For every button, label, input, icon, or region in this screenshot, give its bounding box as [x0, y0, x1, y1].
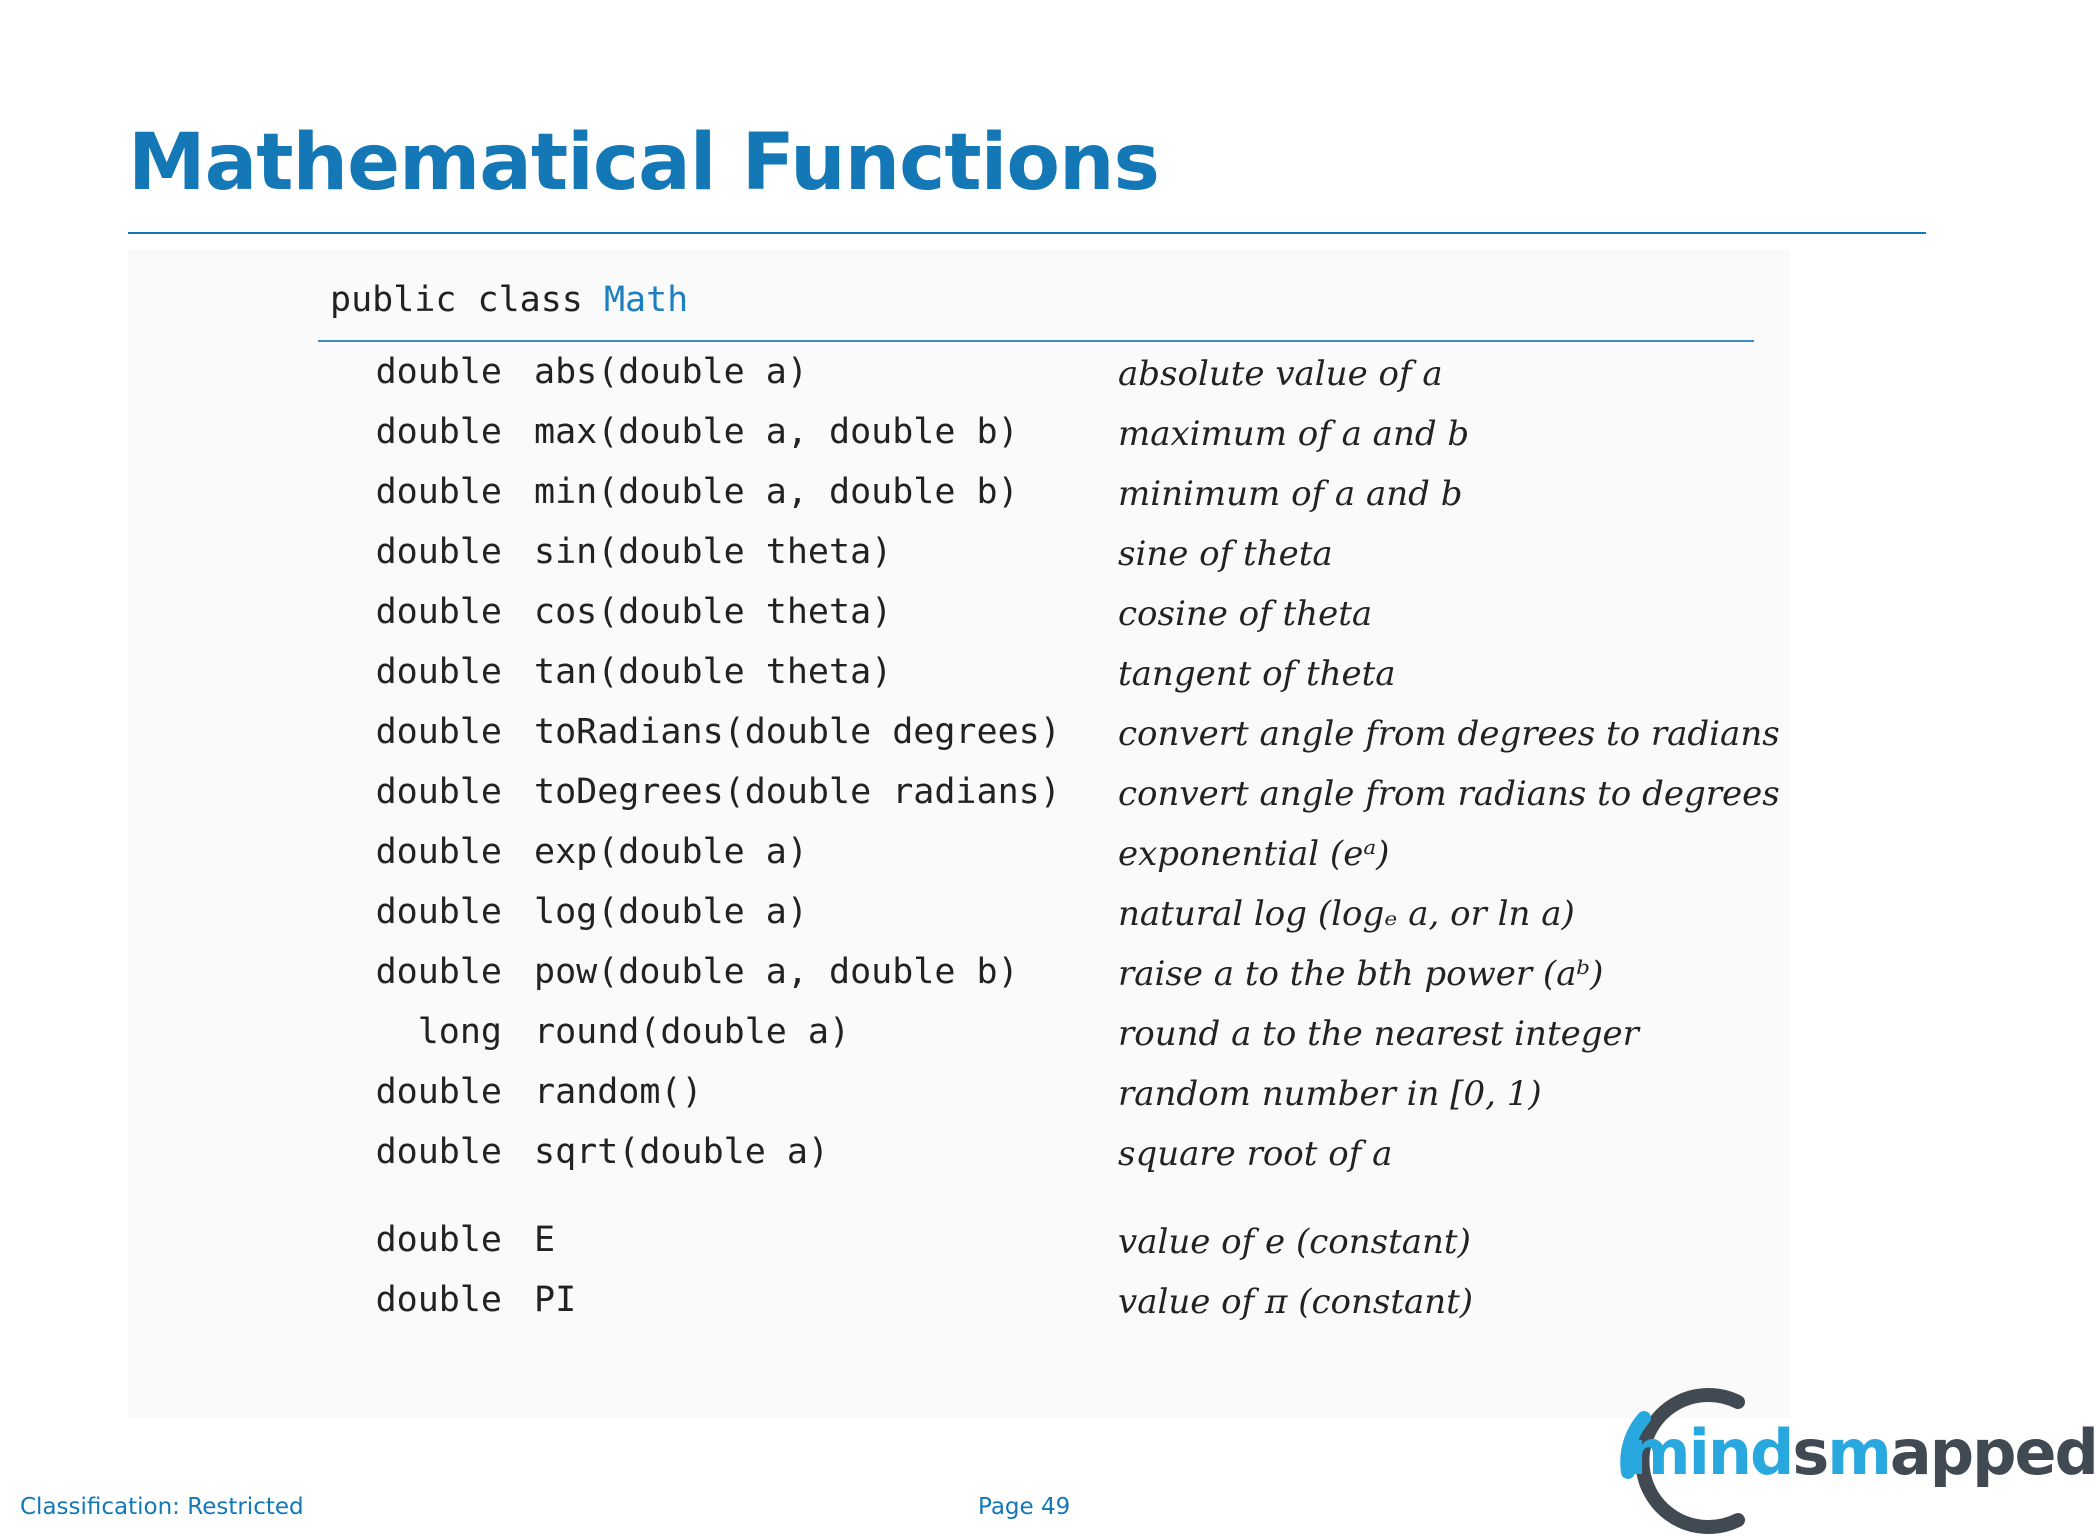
method-description: minimum of a and b — [1118, 474, 1463, 514]
method-description: natural log (logₑ a, or ln a) — [1118, 894, 1575, 934]
method-signature: toRadians(double degrees) — [534, 712, 1061, 752]
page-number: Page 49 — [978, 1494, 1071, 1520]
method-description: absolute value of a — [1118, 354, 1443, 394]
method-signature: max(double a, double b) — [534, 412, 1019, 452]
table-row — [0, 532, 2048, 582]
method-description: round a to the nearest integer — [1118, 1014, 1639, 1054]
api-divider — [318, 340, 1754, 342]
page-title: Mathematical Functions — [128, 118, 1159, 208]
constant-name: PI — [534, 1280, 577, 1320]
table-row — [0, 1280, 2048, 1330]
return-type: double — [375, 712, 502, 752]
table-row — [0, 952, 2048, 1002]
method-signature: sqrt(double a) — [534, 1132, 830, 1172]
table-row — [0, 1220, 2048, 1270]
return-type: double — [375, 592, 502, 632]
table-row — [0, 412, 2048, 462]
class-name: Math — [603, 280, 689, 320]
table-row — [0, 1132, 2048, 1182]
method-signature: sin(double theta) — [534, 532, 893, 572]
title-divider — [128, 232, 1926, 234]
method-description: convert angle from degrees to radians — [1118, 714, 1780, 754]
method-description: convert angle from radians to degrees — [1118, 774, 1780, 814]
method-description: sine of theta — [1118, 534, 1333, 574]
constant-description: value of π (constant) — [1118, 1282, 1474, 1322]
method-description: raise a to the bth power (aᵇ) — [1118, 954, 1604, 994]
method-description: maximum of a and b — [1118, 414, 1470, 454]
return-type: double — [375, 892, 502, 932]
return-type: double — [375, 652, 502, 692]
method-signature: exp(double a) — [534, 832, 808, 872]
class-header — [330, 280, 688, 320]
method-signature: min(double a, double b) — [534, 472, 1019, 512]
logo-part-2: s — [1792, 1416, 1828, 1489]
method-signature: pow(double a, double b) — [534, 952, 1019, 992]
classification-label: Classification: Restricted — [20, 1494, 304, 1520]
table-row — [0, 352, 2048, 402]
return-type: double — [375, 1280, 502, 1320]
table-row — [0, 1072, 2048, 1122]
mindsmapped-logo — [1588, 1386, 2097, 1536]
table-row — [0, 472, 2048, 522]
method-description: tangent of theta — [1118, 654, 1396, 694]
method-signature: toDegrees(double radians) — [534, 772, 1061, 812]
return-type: double — [375, 532, 502, 572]
return-type: double — [375, 1132, 502, 1172]
method-signature: cos(double theta) — [534, 592, 893, 632]
method-signature: round(double a) — [534, 1012, 851, 1052]
logo-wordmark — [1626, 1416, 2097, 1489]
table-row — [0, 1012, 2048, 1062]
method-signature: log(double a) — [534, 892, 808, 932]
table-row — [0, 832, 2048, 882]
return-type: double — [375, 772, 502, 812]
table-row — [0, 772, 2048, 822]
table-row — [0, 712, 2048, 762]
logo-part-3: m — [1827, 1416, 1890, 1489]
return-type: double — [375, 412, 502, 452]
return-type: double — [375, 832, 502, 872]
logo-part-1: mind — [1626, 1416, 1793, 1489]
class-header-prefix: public class — [330, 280, 583, 320]
logo-part-4: apped — [1889, 1416, 2097, 1489]
return-type: double — [375, 472, 502, 512]
method-description: cosine of theta — [1118, 594, 1373, 634]
table-row — [0, 652, 2048, 702]
return-type: double — [375, 352, 502, 392]
table-row — [0, 592, 2048, 642]
constant-name: E — [534, 1220, 556, 1260]
constant-description: value of e (constant) — [1118, 1222, 1471, 1262]
return-type: double — [375, 1220, 502, 1260]
return-type: double — [375, 1072, 502, 1112]
method-description: random number in [0, 1) — [1118, 1074, 1542, 1114]
method-signature: random() — [534, 1072, 703, 1112]
return-type: double — [375, 952, 502, 992]
method-description: square root of a — [1118, 1134, 1393, 1174]
method-signature: tan(double theta) — [534, 652, 893, 692]
return-type: long — [417, 1012, 502, 1052]
table-row — [0, 892, 2048, 942]
method-signature: abs(double a) — [534, 352, 808, 392]
method-description: exponential (eᵃ) — [1118, 834, 1390, 874]
